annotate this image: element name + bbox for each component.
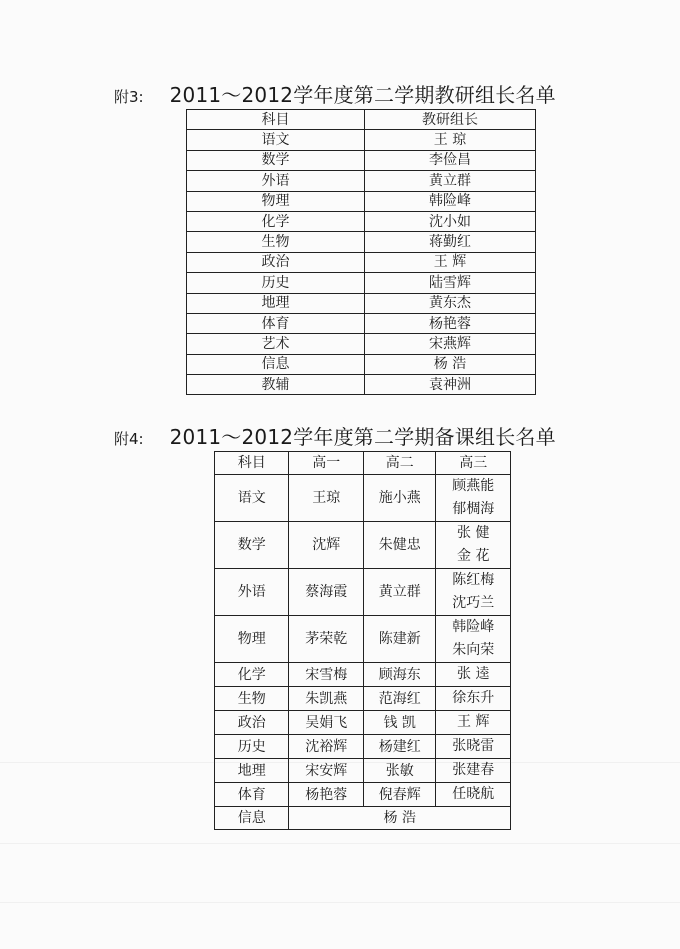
subject-cell: 物理	[187, 191, 365, 211]
leader-cell: 杨艳蓉	[364, 313, 535, 333]
leader-cell: 王 辉	[364, 252, 535, 272]
annex3-prefix: 附3:	[114, 88, 144, 106]
table-row	[187, 252, 536, 272]
annex4-prefix: 附4:	[114, 430, 144, 448]
subject-cell: 政治	[187, 252, 365, 272]
table-row	[215, 475, 511, 522]
grade-2-cell: 顾海东	[363, 663, 436, 687]
grade-3-name: 张 健	[457, 525, 490, 541]
grade-2-cell: 陈建新	[363, 616, 436, 663]
header-grade-1: 高一	[289, 452, 363, 475]
grade-3-name: 金 花	[457, 548, 490, 564]
subject-cell: 历史	[187, 273, 365, 293]
table-row	[215, 569, 511, 616]
subject-cell: 数学	[187, 150, 365, 170]
grade-1-cell: 蔡海霞	[289, 569, 363, 616]
table-row	[187, 211, 536, 231]
scan-artifact	[0, 762, 680, 763]
header-leader: 教研组长	[364, 110, 535, 130]
merged-leader-cell: 杨 浩	[289, 807, 511, 830]
grade-1-cell: 宋安辉	[289, 759, 363, 783]
subject-cell: 语文	[187, 130, 365, 150]
leader-cell: 沈小如	[364, 211, 535, 231]
table-row	[215, 522, 511, 569]
header-grade-3: 高三	[436, 452, 511, 475]
grade-1-cell: 沈裕辉	[289, 735, 363, 759]
grade-1-cell: 沈辉	[289, 522, 363, 569]
subject-cell: 体育	[187, 313, 365, 333]
grade-3-cell	[436, 687, 511, 711]
table-row	[215, 783, 511, 807]
leader-cell: 袁神洲	[364, 375, 535, 395]
table-row	[187, 150, 536, 170]
table-row	[187, 293, 536, 313]
grade-3-cell	[436, 783, 511, 807]
leader-cell: 黄东杰	[364, 293, 535, 313]
grade-3-name: 沈巧兰	[452, 595, 495, 611]
table-row	[215, 735, 511, 759]
teaching-research-leaders-table	[186, 109, 536, 395]
grade-1-cell: 朱凯燕	[289, 687, 363, 711]
grade-3-cell	[436, 616, 511, 663]
table-header-row	[215, 452, 511, 475]
table-row	[187, 130, 536, 150]
grade-3-name: 朱向荣	[452, 642, 495, 658]
grade-2-cell: 黄立群	[363, 569, 436, 616]
table-row	[187, 171, 536, 191]
table-row	[215, 807, 511, 830]
table-header-row	[187, 110, 536, 130]
subject-cell: 地理	[187, 293, 365, 313]
grade-3-cell	[436, 663, 511, 687]
grade-3-cell	[436, 711, 511, 735]
header-subject: 科目	[215, 452, 289, 475]
subject-cell: 信息	[215, 807, 289, 830]
grade-3-cell	[436, 735, 511, 759]
subject-cell: 艺术	[187, 334, 365, 354]
subject-cell: 生物	[215, 687, 289, 711]
grade-1-cell: 宋雪梅	[289, 663, 363, 687]
grade-3-cell	[436, 569, 511, 616]
subject-cell: 外语	[187, 171, 365, 191]
subject-cell: 地理	[215, 759, 289, 783]
leader-cell: 宋燕辉	[364, 334, 535, 354]
scan-artifact	[0, 902, 680, 903]
subject-cell: 生物	[187, 232, 365, 252]
table-row	[187, 273, 536, 293]
grade-3-name: 任晓航	[452, 786, 495, 802]
grade-1-cell: 茅荣乾	[289, 616, 363, 663]
grade-3-name: 徐东升	[452, 690, 495, 706]
table-row	[187, 354, 536, 374]
annex3-heading	[114, 79, 556, 108]
leader-cell: 李俭昌	[364, 150, 535, 170]
grade-2-cell: 杨建红	[363, 735, 436, 759]
subject-cell: 信息	[187, 354, 365, 374]
table-row	[187, 191, 536, 211]
grade-3-name: 王 辉	[457, 714, 490, 730]
table-row	[215, 687, 511, 711]
annex4-title: 2011～2012学年度第二学期备课组长名单	[169, 425, 556, 449]
grade-2-cell: 施小燕	[363, 475, 436, 522]
grade-3-name: 陈红梅	[452, 572, 495, 588]
subject-cell: 语文	[215, 475, 289, 522]
header-subject: 科目	[187, 110, 365, 130]
table-row	[215, 616, 511, 663]
leader-cell: 王 琼	[364, 130, 535, 150]
subject-cell: 数学	[215, 522, 289, 569]
leader-cell: 韩险峰	[364, 191, 535, 211]
subject-cell: 政治	[215, 711, 289, 735]
grade-1-cell: 杨艳蓉	[289, 783, 363, 807]
grade-3-name: 韩险峰	[452, 619, 495, 635]
subject-cell: 历史	[215, 735, 289, 759]
grade-2-cell: 朱健忠	[363, 522, 436, 569]
grade-2-cell: 张敏	[363, 759, 436, 783]
grade-3-name: 顾燕能	[452, 478, 495, 494]
subject-cell: 外语	[215, 569, 289, 616]
grade-3-name: 张晓雷	[452, 738, 495, 754]
table-row	[187, 313, 536, 333]
grade-3-cell	[436, 522, 511, 569]
grade-3-name: 郁椆海	[452, 501, 495, 517]
lesson-prep-leaders-table	[214, 451, 511, 830]
grade-1-cell: 吴娟飞	[289, 711, 363, 735]
annex3-title: 2011～2012学年度第二学期教研组长名单	[169, 83, 556, 107]
table-row	[215, 711, 511, 735]
table-row	[187, 334, 536, 354]
table-row	[187, 232, 536, 252]
leader-cell: 蒋勤红	[364, 232, 535, 252]
leader-cell: 杨 浩	[364, 354, 535, 374]
grade-1-cell: 王琼	[289, 475, 363, 522]
grade-2-cell: 钱 凯	[363, 711, 436, 735]
subject-cell: 化学	[215, 663, 289, 687]
table-row	[187, 375, 536, 395]
scan-artifact	[0, 843, 680, 844]
table-row	[215, 663, 511, 687]
subject-cell: 物理	[215, 616, 289, 663]
grade-2-cell: 倪春辉	[363, 783, 436, 807]
grade-3-name: 张建春	[452, 762, 495, 778]
leader-cell: 陆雪辉	[364, 273, 535, 293]
leader-cell: 黄立群	[364, 171, 535, 191]
header-grade-2: 高二	[363, 452, 436, 475]
grade-2-cell: 范海红	[363, 687, 436, 711]
subject-cell: 教辅	[187, 375, 365, 395]
annex4-heading	[114, 421, 556, 450]
subject-cell: 体育	[215, 783, 289, 807]
grade-3-cell	[436, 475, 511, 522]
grade-3-name: 张 逵	[457, 666, 490, 682]
subject-cell: 化学	[187, 211, 365, 231]
